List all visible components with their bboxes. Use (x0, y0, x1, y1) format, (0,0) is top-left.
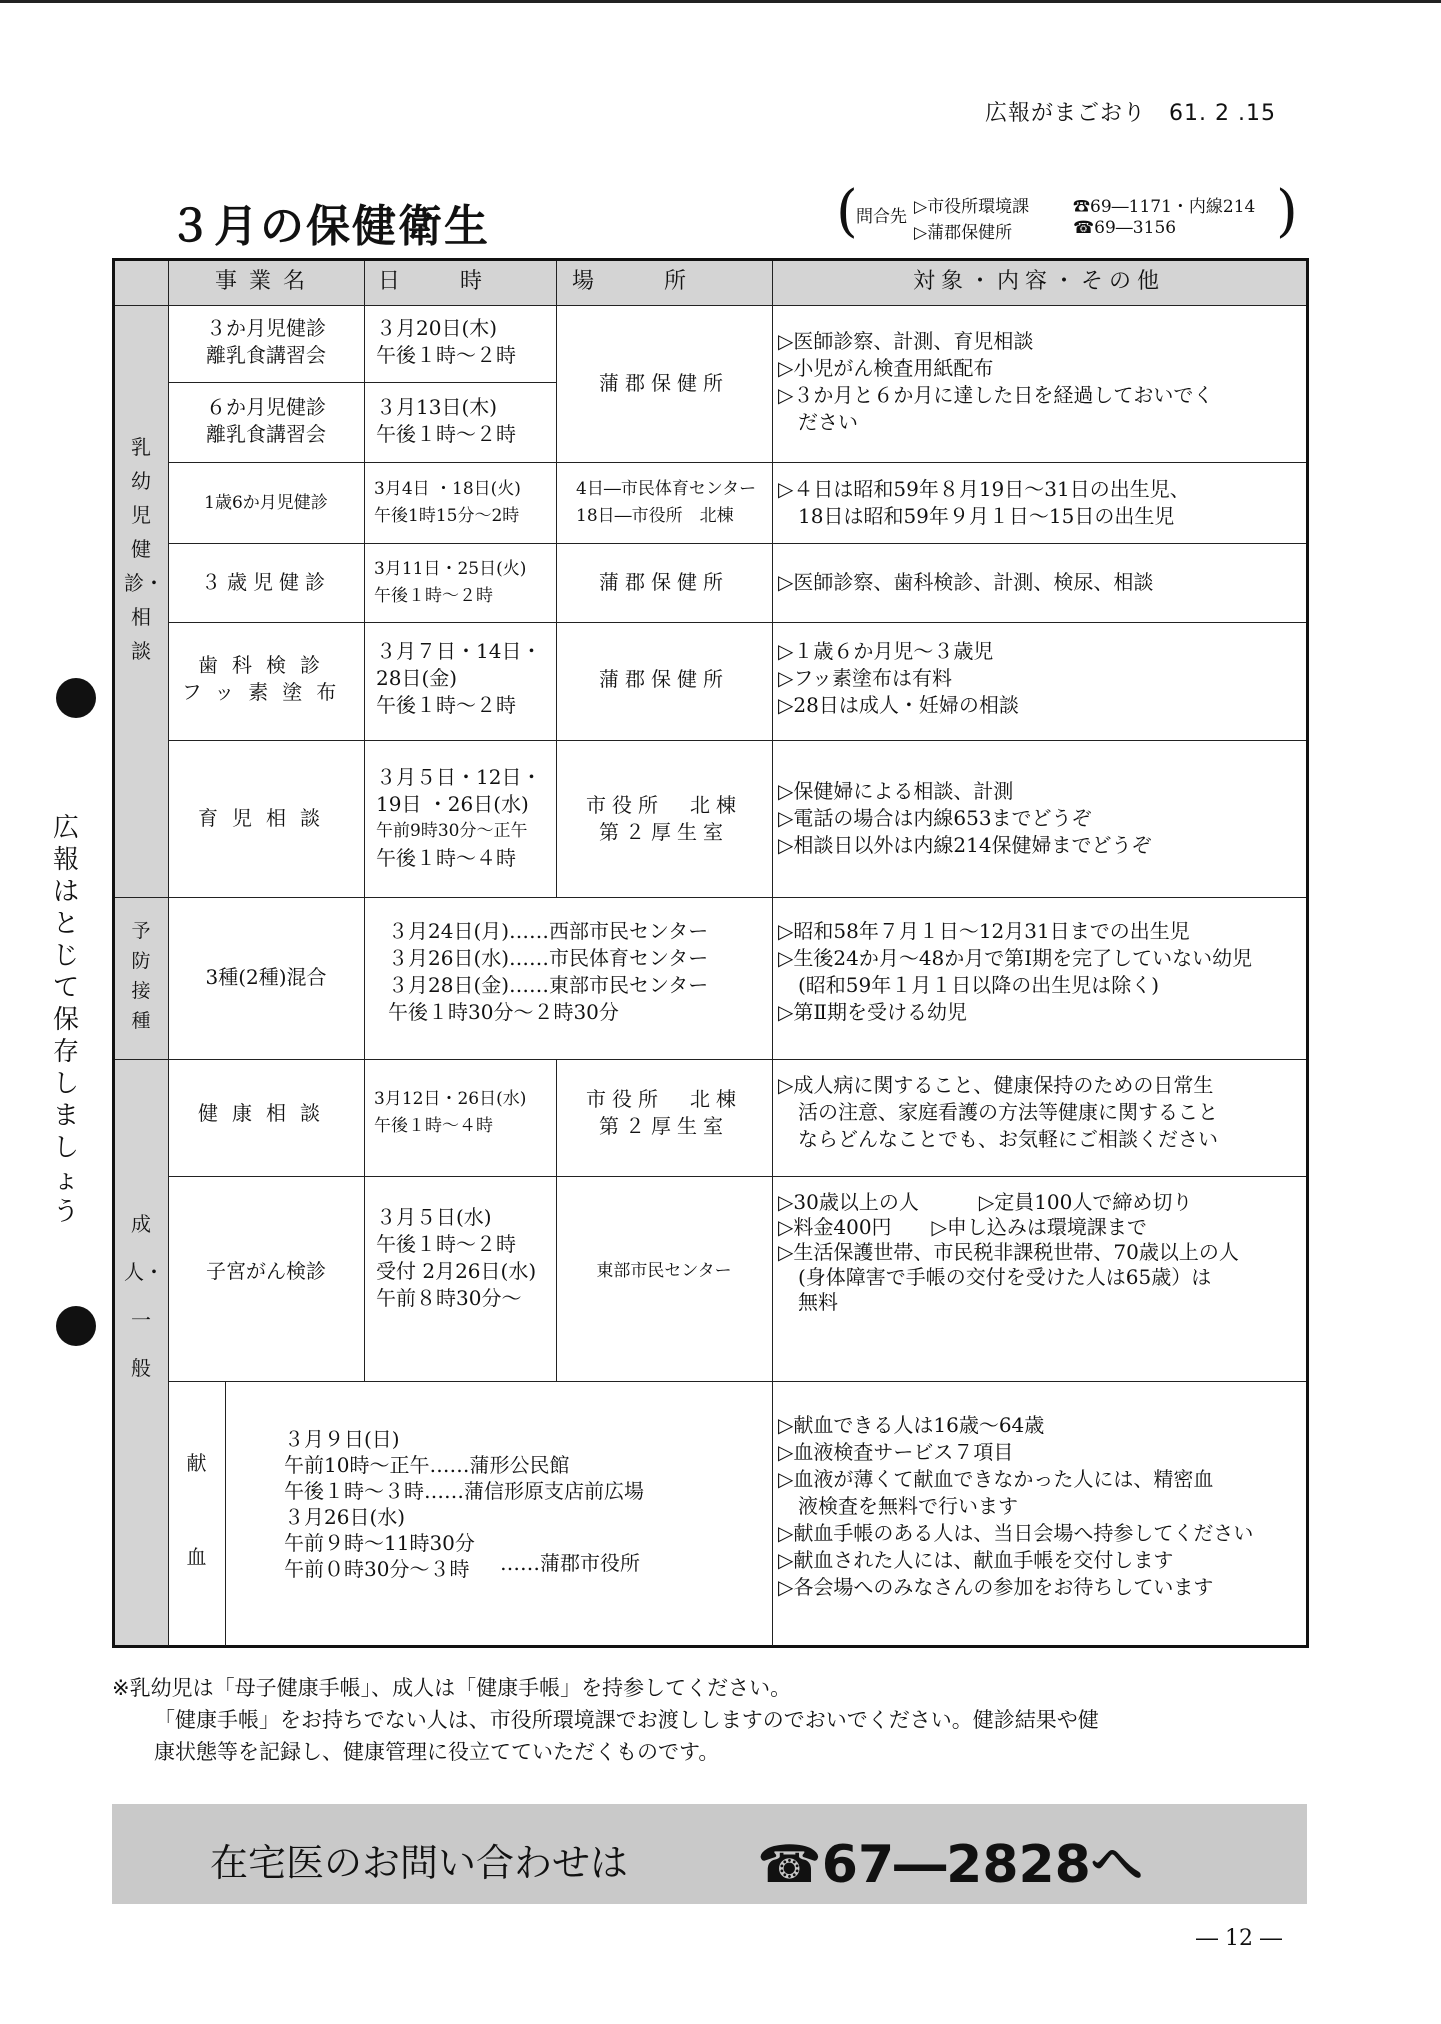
top-rule (0, 0, 1441, 3)
side-note: 広報はとじて保存しましょう (52, 813, 79, 1227)
page-number: ― 12 ― (1196, 1926, 1282, 1951)
row3-place: 蒲郡保健所 (599, 570, 729, 594)
footnote-3: 康状態等を記録し、健康管理に役立てていただくものです。 (154, 1740, 720, 1764)
row9-content: ▷献血できる人は16歳～64歳 ▷血液検査サービス７項目 ▷血液が薄くて献血できなかった人には、精密血 液検査を無料で行います ▷献血手帳のある人は、当日会場へ持参してください ▷献血された人には、献血手帳を交付します ▷各会場へのみなさんの参加をお待ちしています (778, 1413, 1254, 1599)
row-line-a (168, 382, 556, 383)
row4-date: ３月７日・14日・ 28日(金) 午後１時～２時 (376, 639, 542, 717)
row3-date: 3月11日・25日(火) 午後１時～２時 (374, 559, 527, 606)
category-infant (124, 430, 164, 668)
row7-place: 市役所 北棟 第２厚生室 (586, 1087, 742, 1138)
row9-name-1: 献 (186, 1451, 207, 1475)
row9-date: ３月９日(日) 午前10時～正午……蒲形公民館 午後１時～３時……蒲信形原支店前広場 ３月26日(水) 午前９時～11時30分 午前０時30分～３時 (284, 1427, 644, 1581)
row6-name: 3種(2種)混合 (205, 965, 327, 989)
contact-tel-2: ☎69―3156 (1073, 218, 1177, 238)
category-vaccination (124, 916, 158, 1036)
contact-label: 問合先 (856, 207, 907, 227)
row1-name: ６か月児健診 離乳食講習会 (206, 395, 326, 446)
row4-name: 歯科検診 フッ素塗布 (181, 653, 351, 704)
row2-place: 4日―市民体育センター 18日―市役所 北棟 (576, 479, 757, 526)
header-date: 日時 (377, 269, 542, 294)
row5-content: ▷保健婦による相談、計測 ▷電話の場合は内線653までどうぞ ▷相談日以外は内線214保健婦までどうぞ (778, 779, 1152, 857)
category-vaccination-label: 予防接種 (131, 920, 151, 1032)
header-place: 場所 (571, 269, 756, 294)
contact-tel-1: ☎69―1171・内線214 (1073, 197, 1256, 217)
row7-date: 3月12日・26日(水) 午後１時～４時 (374, 1089, 527, 1136)
row8-date: ３月５日(水) 午後１時～２時 受付 2月26日(水) 午前８時30分～ (376, 1205, 537, 1310)
left-paren: ( (836, 179, 858, 244)
row2-content: ▷４日は昭和59年８月19日～31日の出生児、 18日は昭和59年９月１日～15日の出生児 (778, 477, 1190, 528)
row2-date: 3月4日 ・18日(火) 午後1時15分～2時 (374, 479, 521, 526)
row-line-e (168, 740, 1306, 741)
row0-name: ３か月児健診 離乳食講習会 (206, 316, 326, 367)
row-line-b (168, 462, 1306, 463)
row7-content: ▷成人病に関すること、健康保持のための日常生 活の注意、家庭看護の方法等健康に関すること ならどんなことでも、お気軽にご相談ください (778, 1073, 1218, 1151)
contact-box (836, 179, 1298, 244)
header-line (115, 305, 1306, 306)
col-line-blood (225, 1381, 226, 1646)
issue-header: 広報がまごおり 61. 2 .15 (985, 101, 1276, 126)
row3-content: ▷医師診察、歯科検診、計測、検尿、相談 (778, 570, 1154, 594)
col-line-4 (772, 261, 773, 1646)
row5-place: 市役所 北棟 第２厚生室 (586, 793, 742, 844)
contact-dept-2: ▷蒲郡保健所 (914, 223, 1013, 243)
row8-name: 子宮がん検診 (206, 1259, 326, 1283)
footnotes (112, 1672, 1099, 1768)
footnote-2: 「健康手帳」をお持ちでない人は、市役所環境課でお渡ししますのでおいでください。健診結果や健 (154, 1708, 1099, 1732)
page-title: ３月の保健衛生 (168, 201, 490, 252)
row-line-d (168, 622, 1306, 623)
col-line-2b (364, 1059, 365, 1381)
row8-place: 東部市民センター (596, 1261, 732, 1281)
row9-name-2: 血 (186, 1545, 207, 1569)
binding-hole-bottom (56, 1306, 96, 1346)
row9-place: ……蒲郡市役所 (500, 1551, 640, 1575)
contact-dept-1: ▷市役所環境課 (914, 197, 1030, 217)
row-line-g (115, 1059, 1306, 1060)
row0-place: 蒲郡保健所 (599, 371, 729, 395)
row8-content: ▷30歳以上の人 ▷定員100人で締め切り ▷料金400円 ▷申し込みは環境課まで ▷生活保護世帯、市民税非課税世帯、70歳以上の人 (身体障害で手帳の交付を受けた人は65歳）は 無料 (778, 1190, 1239, 1314)
row3-name: ３歳児健診 (201, 570, 331, 594)
row0-date: ３月20日(木) 午後１時～２時 (376, 316, 516, 367)
row6-date: ３月24日(月)……西部市民センター ３月26日(水)……市民体育センター ３月28日(金)……東部市民センター 午後１時30分～２時30分 (388, 919, 709, 1024)
row7-name: 健康相談 (198, 1101, 334, 1125)
row-line-h (168, 1176, 1306, 1177)
category-adult-label: 成人・一般 (124, 1212, 164, 1380)
binding-hole-top (56, 678, 96, 718)
row2-name: 1歳6か月児健診 (204, 493, 328, 513)
row-line-c (168, 543, 1306, 544)
col-line-2a (364, 261, 365, 1059)
row0-content: ▷医師診察、計測、育児相談 ▷小児がん検査用紙配布 ▷３か月と６か月に達した日を経過しておいでく ださい (778, 329, 1214, 434)
col-line-1 (168, 261, 169, 1646)
footnote-1: ※乳幼児は「母子健康手帳」、成人は「健康手帳」を持参してください。 (112, 1676, 792, 1700)
row5-name: 育児相談 (198, 806, 334, 830)
category-adult (124, 1200, 164, 1392)
header-name: 事業名 (214, 269, 317, 294)
row4-place: 蒲郡保健所 (599, 667, 729, 691)
banner-tel: ☎67―2828へ (757, 1835, 1143, 1895)
right-paren: ) (1276, 179, 1298, 244)
row6-content: ▷昭和58年７月１日～12月31日までの出生児 ▷生後24か月～48か月で第Ⅰ期を完了していない幼児 (昭和59年１月１日以降の出生児は除く) ▷第Ⅱ期を受ける幼児 (778, 919, 1253, 1024)
header-content: 対象・内容・その他 (912, 269, 1165, 294)
home-doctor-banner (112, 1804, 1307, 1904)
row-line-i (168, 1381, 1306, 1382)
banner-text: 在宅医のお問い合わせは (210, 1841, 629, 1885)
row5-date: ３月５日・12日・ 19日 ・26日(水) 午前9時30分～正午 午後１時～４時 (376, 765, 542, 870)
row4-content: ▷１歳６か月児～３歳児 ▷フッ素塗布は有料 ▷28日は成人・妊婦の相談 (778, 639, 1019, 717)
row1-date: ３月13日(木) 午後１時～２時 (376, 395, 516, 446)
row-line-f (115, 897, 1306, 898)
category-infant-label: 乳幼児健診・相談 (124, 435, 164, 663)
